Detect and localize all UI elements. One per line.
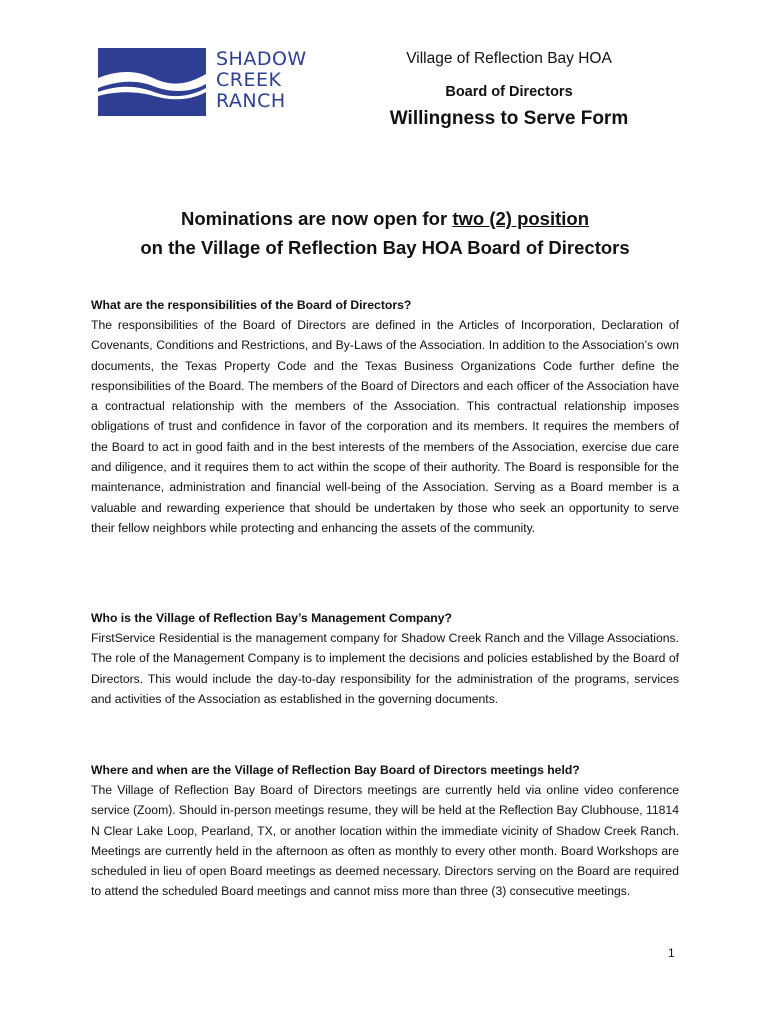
section-answer: The Village of Reflection Bay Board of Directors meetings are currently held via online video conference service (Zoom). Should in-person meetings resume, they will be held at the Reflection Bay Clubhouse, 11814 N Clear Lake Loop, Pearland, TX, or another location within the immediate vicinity of Shadow Creek Ranch. Meetings are currently held in the afternoon as often as monthly to every other month. Board Workshops are scheduled in lieu of open Board meetings as deemed necessary. Directors serving on the Board are required to attend the scheduled Board meetings and cannot miss more than three (3) consecutive meetings. — [91, 783, 679, 899]
logo-line-2: CREEK — [216, 69, 282, 91]
section-answer: FirstService Residential is the management company for Shadow Creek Ranch and the Village Associations. The role of the Management Company is to implement the decisions and policies established by the Board of Directors. This would include the day-to-day responsibility for the administration of the programs, services and activities of the Association as established in the governing documents. — [91, 631, 679, 706]
headline-prefix: Nominations are now open for — [180, 208, 453, 229]
section-question: Who is the Village of Reflection Bay’s Management Company? — [91, 611, 452, 625]
headline-line-1 — [60, 208, 710, 230]
section-question: What are the responsibilities of the Board of Directors? — [91, 298, 412, 312]
header-board: Board of Directors — [445, 84, 573, 100]
form-title: Willingness to Serve Form — [389, 108, 629, 129]
page-number: 1 — [668, 946, 675, 960]
logo-line-1: SHADOW — [216, 48, 307, 70]
section-responsibilities — [91, 295, 679, 538]
section-question: Where and when are the Village of Reflection Bay Board of Directors meetings held? — [91, 763, 580, 777]
header-org: Village of Reflection Bay HOA — [406, 50, 612, 67]
section-answer: The responsibilities of the Board of Directors are defined in the Articles of Incorporation, Declaration of Covenants, Conditions and Restrictions, and By-Laws of the Association. In addition to the Association’s own documents, the Texas Property Code and the Texas Business Organizations Code further define the responsibilities of the Board. The members of the Board of Directors and each officer of the Association have a contractual relationship with the members of the Association. This contractual relationship imposes obligations of trust and confidence in favor of the corporation and its members. It requires the members of the Board to act in good faith and in the best interests of the members of the Association, exercise due care and diligence, and it requires them to act within the scope of their authority. The Board is responsible for the maintenance, administration and financial well-being of the Association. Serving as a Board member is a valuable and rewarding experience that should be undertaken by those who seek an opportunity to serve their fellow neighbors while protecting and enhancing the assets of the community. — [91, 318, 679, 535]
headline-line-2: on the Village of Reflection Bay HOA Board of Directors — [140, 237, 630, 258]
logo-wordmark — [216, 49, 307, 112]
headline-positions: two (2) position — [452, 208, 590, 229]
logo-line-3: RANCH — [216, 90, 286, 112]
shadow-creek-ranch-logo — [98, 48, 328, 116]
section-management-company — [91, 608, 679, 709]
section-meetings — [91, 760, 679, 902]
wave-icon — [98, 48, 206, 116]
